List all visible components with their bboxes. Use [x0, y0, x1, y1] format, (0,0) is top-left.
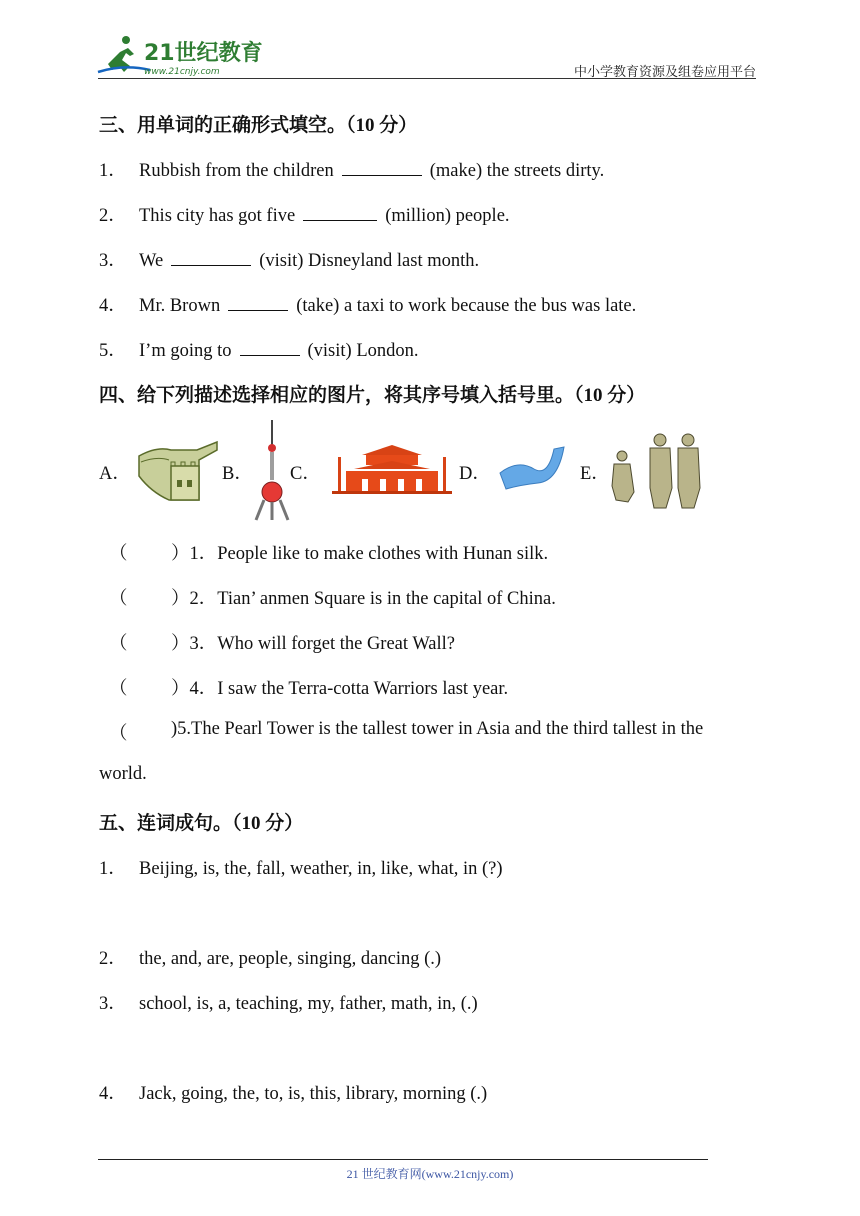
s5-item-4: 4． Jack, going, the, to, is, this, library, morning (.) — [99, 1084, 488, 1104]
answer-blank — [240, 337, 300, 356]
option-a-label: A． — [99, 464, 131, 484]
answer-blank — [342, 157, 422, 176]
runner-icon — [98, 36, 150, 72]
s4-item-5: （ )5.The Pearl Tower is the tallest tower in Asia and the third tallest in the — [109, 719, 704, 744]
terracotta-warriors-icon — [608, 430, 702, 512]
section-4-title: 四、给下列描述选择相应的图片，将其序号填入括号里。（10 分） — [99, 385, 646, 406]
answer-blank — [303, 202, 377, 221]
s4-item-3: （ ）3．Who will forget the Great Wall? — [109, 634, 456, 654]
header-platform-text: 中小学教育资源及组卷应用平台 — [573, 64, 756, 79]
answer-blank — [228, 292, 288, 311]
s3-item-1: 1． Rubbish from the children (make) the streets dirty. — [99, 156, 604, 182]
s4-item-5-cont: world. — [99, 764, 147, 784]
tiananmen-icon — [332, 441, 452, 495]
answer-blank — [171, 247, 251, 266]
footer-divider — [98, 1159, 708, 1160]
great-wall-icon — [137, 436, 221, 506]
s4-item-1: （ ）1．People like to make clothes with Hunan silk. — [109, 544, 549, 564]
svg-text:www.21cnjy.com: www.21cnjy.com — [144, 67, 220, 77]
s4-item-2: （ ）2．Tian’ anmen Square is in the capital of China. — [109, 589, 556, 609]
pearl-tower-icon — [254, 418, 290, 522]
option-d-label: D． — [459, 464, 491, 484]
option-b-label: B． — [222, 464, 253, 484]
s4-item-4: （ ）4．I saw the Terra-cotta Warriors last year. — [109, 679, 509, 699]
header-divider — [98, 78, 756, 79]
svg-text:21世纪教育: 21世纪教育 — [144, 41, 263, 66]
silk-icon — [498, 443, 566, 491]
logo — [94, 34, 264, 78]
s5-item-3: 3． school, is, a, teaching, my, father, math, in, (.) — [99, 994, 478, 1014]
s3-item-3: 3． We (visit) Disneyland last month. — [99, 246, 479, 272]
s5-item-2: 2． the, and, are, people, singing, dancing (.) — [99, 949, 442, 969]
s3-item-4: 4． Mr. Brown (take) a taxi to work because the bus was late. — [99, 291, 636, 317]
section-3-title: 三、用单词的正确形式填空。（10 分） — [99, 115, 418, 136]
option-e-label: E． — [580, 464, 610, 484]
footer-text: 21 世纪教育网(www.21cnjy.com) — [346, 1167, 514, 1181]
s3-item-5: 5． I’m going to (visit) London. — [99, 336, 419, 362]
section-5-title: 五、连词成句。（10 分） — [99, 813, 304, 834]
s3-item-2: 2． This city has got five (million) people. — [99, 201, 510, 227]
s5-item-1: 1． Beijing, is, the, fall, weather, in, like, what, in (?) — [99, 859, 503, 879]
option-c-label: C． — [290, 464, 321, 484]
